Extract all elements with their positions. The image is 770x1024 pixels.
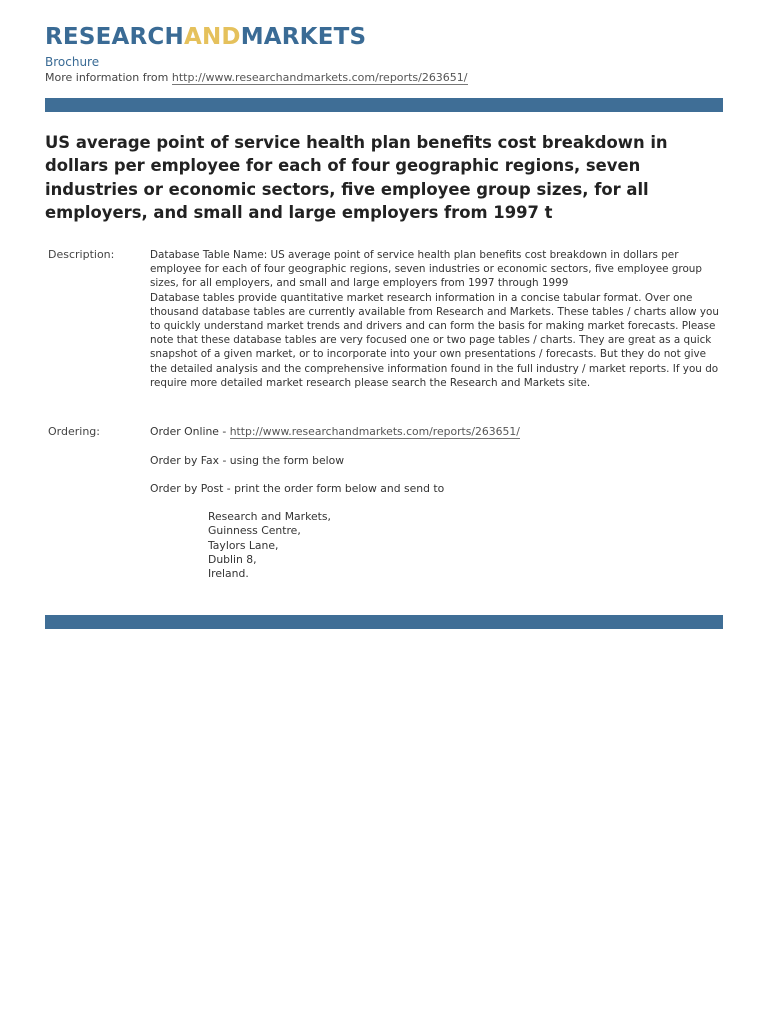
research-and-markets-logo <box>45 22 366 52</box>
logo-research-text: RESEARCH <box>45 24 184 50</box>
description-label: Description: <box>48 248 115 261</box>
description-paragraph-1: Database Table Name: US average point of service health plan benefits cost breakdown in dollars per employee for each of four geographic regions, seven industries or economic sectors, five employee group sizes, for all employers, and small and large employers from 1997 through 1999 <box>150 249 702 290</box>
description-paragraph-2: Database tables provide quantitative market research information in a concise tabular format. Over one thousand database tables are currently available from Research and Markets. These tables / charts allow you to quickly understand market trends and drivers and can form the basis for making market forecasts. Please note that these database tables are very focused one or two page tables / charts. They are great as a quick snapshot of a given market, or to incorporate into your own presentations / forecasts. But they do not give the detailed analysis and the comprehensive information found in the full industry / market reports. If you do require more detailed market research please search the Research and Markets site. <box>150 291 719 389</box>
report-url-link[interactable]: http://www.researchandmarkets.com/reports/263651/ <box>171 71 468 84</box>
address-line: Dublin 8, <box>208 552 257 566</box>
address-line: Taylors Lane, <box>208 538 279 552</box>
logo-markets-text: MARKETS <box>240 24 367 50</box>
header-divider-bar <box>45 98 723 112</box>
order-by-fax: Order by Fax - using the form below <box>150 453 345 467</box>
address-line: Guinness Centre, <box>208 524 301 538</box>
order-online-link[interactable]: http://www.researchandmarkets.com/reports/263651/ <box>229 425 520 438</box>
logo-and-text: AND <box>183 24 241 50</box>
more-info-line <box>45 70 468 85</box>
address-line: Research and Markets, <box>208 510 331 523</box>
ordering-label: Ordering: <box>48 425 100 438</box>
description-text <box>150 248 726 390</box>
address-line: Ireland. <box>208 567 249 581</box>
report-title: US average point of service health plan benefits cost breakdown in dollars per employee for each of four geographic regions, seven industries or economic sectors, five employee group sizes, for all employers, and small and large employers from 1997 t <box>45 133 668 222</box>
brochure-label: Brochure <box>45 55 100 69</box>
ordering-section <box>150 425 720 511</box>
order-online-line <box>150 425 720 439</box>
footer-divider-bar <box>45 615 723 629</box>
more-info-text: More information from <box>45 71 169 84</box>
postal-address <box>208 510 331 581</box>
order-online-prefix: Order Online - <box>150 425 230 438</box>
order-by-post: Order by Post - print the order form below and send to <box>150 482 445 495</box>
